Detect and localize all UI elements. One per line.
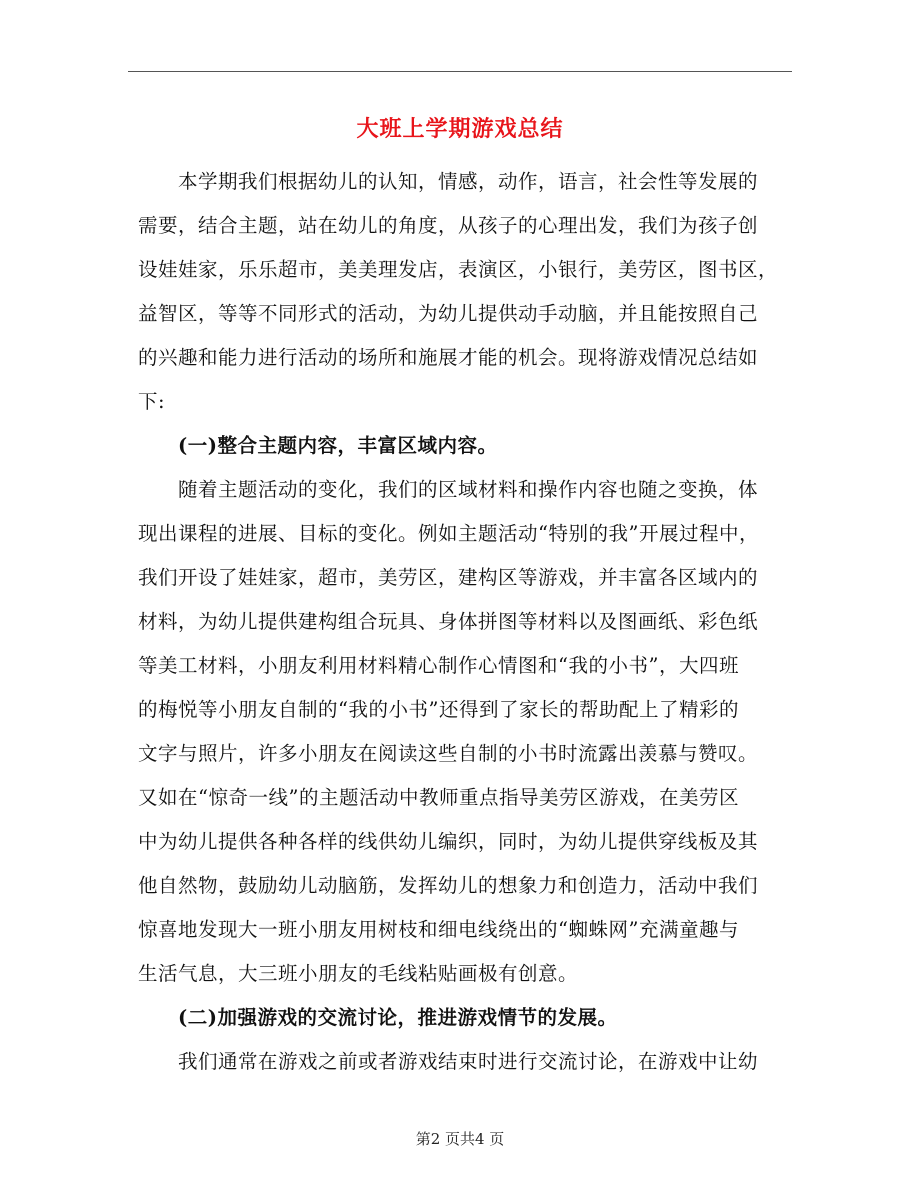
body-line: 等美工材料，小朋友利用材料精心制作心情图和“我的小书”，大四班	[138, 654, 739, 677]
body-line: 中为幼儿提供各种各样的线供幼儿编织，同时，为幼儿提供穿线板及其	[138, 830, 759, 853]
body-line: 的兴趣和能力进行活动的场所和施展才能的机会。现将游戏情况总结如	[138, 346, 759, 369]
body-line: 我们通常在游戏之前或者游戏结束时进行交流讨论，在游戏中让幼	[138, 1050, 759, 1073]
body-line: 材料，为幼儿提供建构组合玩具、身体拼图等材料以及图画纸、彩色纸	[138, 610, 759, 633]
document-title: 大班上学期游戏总结	[356, 116, 564, 142]
body-line: 下:	[138, 390, 166, 413]
body-line: 设娃娃家，乐乐超市，美美理发店，表演区，小银行，美劳区，图书区，	[138, 258, 779, 281]
body-line: 惊喜地发现大一班小朋友用树枝和细电线绕出的“蜘蛛网”充满童趣与	[138, 918, 739, 941]
body-line: 生活气息，大三班小朋友的毛线粘贴画极有创意。	[138, 962, 579, 985]
header-rule	[128, 71, 792, 72]
section-heading: (一)整合主题内容，丰富区域内容。	[138, 434, 498, 457]
body-line: 又如在“惊奇一线”的主题活动中教师重点指导美劳区游戏，在美劳区	[138, 786, 739, 809]
body-line: 的梅悦等小朋友自制的“我的小书”还得到了家长的帮助配上了精彩的	[138, 698, 739, 721]
body-line: 文字与照片，许多小朋友在阅读这些自制的小书时流露出羡慕与赞叹。	[138, 742, 759, 765]
page-footer: 第2 页共4 页	[415, 1130, 505, 1148]
body-line: 他自然物，鼓励幼儿动脑筋，发挥幼儿的想象力和创造力，活动中我们	[138, 874, 759, 897]
body-line: 益智区，等等不同形式的活动，为幼儿提供动手动脑，并且能按照自己	[138, 302, 759, 325]
body-line: 需要，结合主题，站在幼儿的角度，从孩子的心理出发，我们为孩子创	[138, 214, 759, 237]
section-heading: (二)加强游戏的交流讨论，推进游戏情节的发展。	[138, 1006, 618, 1029]
body-line: 现出课程的进展、目标的变化。例如主题活动“特别的我”开展过程中，	[138, 522, 759, 545]
body-line: 随着主题活动的变化，我们的区域材料和操作内容也随之变换，体	[138, 478, 759, 501]
body-line: 我们开设了娃娃家，超市，美劳区，建构区等游戏，并丰富各区域内的	[138, 566, 759, 589]
body-line: 本学期我们根据幼儿的认知，情感，动作，语言，社会性等发展的	[138, 170, 759, 193]
